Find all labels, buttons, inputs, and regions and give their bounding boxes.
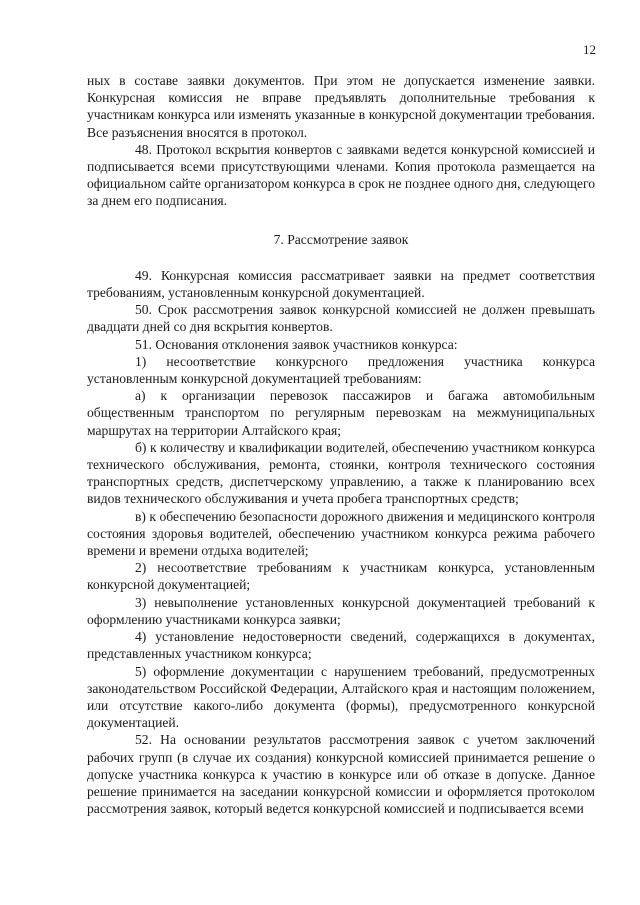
paragraph-48: 48. Протокол вскрытия конвертов с заявками ведется конкурсной комиссией и подписывается всеми присутствующими членами. Копия протокола размещается на официальном сайте организатором конкурса в срок не позднее одного дня, следующего за днем его подписания. bbox=[87, 141, 595, 209]
paragraph-50: 50. Срок рассмотрения заявок конкурсной комиссией не должен превышать двадцати дней со дня вскрытия конвертов. bbox=[87, 302, 595, 335]
list-item-3: 3) невыполнение установленных конкурсной документацией требований к оформлению участниками конкурса заявки; bbox=[87, 594, 595, 627]
list-item-1b: б) к количеству и квалификации водителей, обеспечению участником конкурса технического обслуживания, ремонта, стоянки, контроля технического состояния транспортных средств, диспетчерскому управлению, а также к планированию всех видов технического обслуживания и учета пробега транспортных средств; bbox=[87, 439, 595, 507]
list-item-5: 5) оформление документации с нарушением требований, предусмотренных законодательством Российской Федерации, Алтайского края и настоящим положением, или отсутствие какого-либо документа (формы), предусмотренного конкурсной документацией. bbox=[87, 663, 595, 731]
paragraph-continuation: ных в составе заявки документов. При этом не допускается изменение заявки. Конкурсная комиссия не вправе предъявлять дополнительные требования к участникам конкурса или изменять указанные в конкурсной документации требования. Все разъяснения вносятся в протокол. bbox=[87, 73, 595, 140]
list-item-4: 4) установление недостоверности сведений, содержащихся в документах, представленных участником конкурса; bbox=[87, 629, 595, 662]
paragraph-51: 51. Основания отклонения заявок участников конкурса: bbox=[135, 336, 458, 352]
section-heading: 7. Рассмотрение заявок bbox=[273, 231, 409, 247]
paragraph-52: 52. На основании результатов рассмотрения заявок с учетом заключений рабочих групп (в случае их создания) конкурсной комиссией принимается решение о допуске участника конкурса к участию в конкурсе или об отказе в допуске. Данное решение принимается на заседании конкурсной комиссии и оформляется протоколом рассмотрения заявок, который ведется конкурсной комиссией и подписывается всеми bbox=[87, 732, 595, 817]
page-number: 12 bbox=[583, 42, 596, 57]
page-content bbox=[87, 72, 595, 817]
list-item-2: 2) несоответствие требованиям к участникам конкурса, установленным конкурсной документацией; bbox=[87, 560, 595, 593]
list-item-1a: а) к организации перевозок пассажиров и багажа автомобильным общественным транспортом по регулярным перевозкам на межмуниципальных маршрутах на территории Алтайского края; bbox=[87, 388, 595, 438]
list-item-1: 1) несоответствие конкурсного предложения участника конкурса установленным конкурсной документацией требованиям: bbox=[87, 353, 595, 387]
paragraph-49: 49. Конкурсная комиссия рассматривает заявки на предмет соответствия требованиям, установленным конкурсной документацией. bbox=[87, 267, 595, 301]
list-item-1c: в) к обеспечению безопасности дорожного движения и медицинского контроля состояния здоровья водителей, обеспечению участником конкурса режима рабочего времени и времени отдыха водителей; bbox=[87, 508, 595, 559]
